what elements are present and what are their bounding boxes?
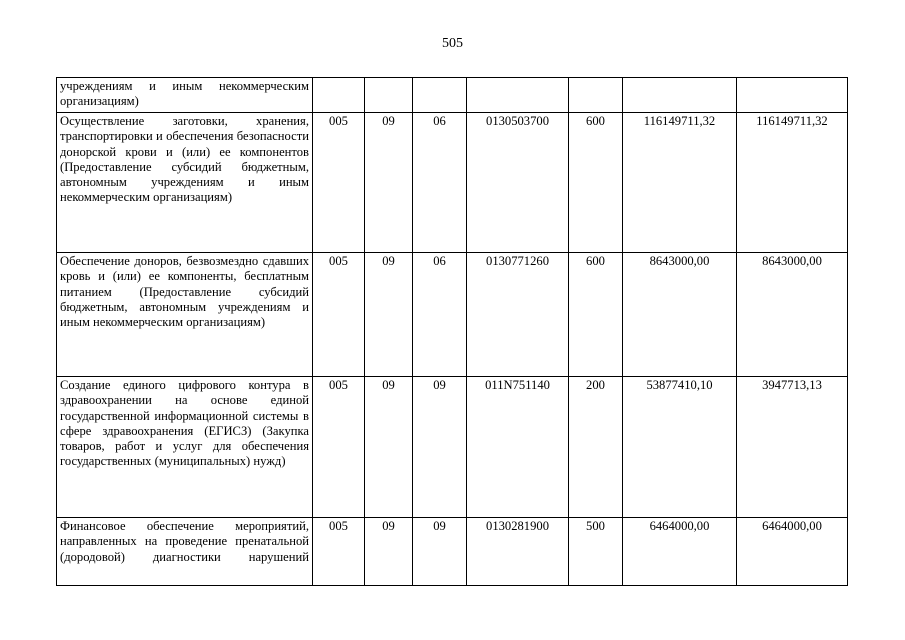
cell-csr bbox=[467, 78, 569, 113]
cell-gr: 005 bbox=[313, 377, 365, 518]
cell-csr: 0130281900 bbox=[467, 518, 569, 586]
table-row bbox=[57, 113, 848, 253]
cell-vr: 600 bbox=[569, 253, 623, 377]
cell-sum-1: 53877410,10 bbox=[623, 377, 737, 518]
cell-pr bbox=[413, 78, 467, 113]
cell-vr bbox=[569, 78, 623, 113]
page-number: 505 bbox=[442, 36, 463, 51]
cell-pr: 09 bbox=[413, 377, 467, 518]
cell-sum-1 bbox=[623, 78, 737, 113]
cell-csr: 0130771260 bbox=[467, 253, 569, 377]
cell-gr bbox=[313, 78, 365, 113]
cell-sum-2: 3947713,13 bbox=[737, 377, 848, 518]
cell-vr: 200 bbox=[569, 377, 623, 518]
cell-csr: 0130503700 bbox=[467, 113, 569, 253]
cell-csr: 011N751140 bbox=[467, 377, 569, 518]
cell-sum-2: 116149711,32 bbox=[737, 113, 848, 253]
cell-sum-2 bbox=[737, 78, 848, 113]
cell-rz: 09 bbox=[365, 518, 413, 586]
cell-rz: 09 bbox=[365, 377, 413, 518]
cell-gr: 005 bbox=[313, 113, 365, 253]
cell-gr: 005 bbox=[313, 253, 365, 377]
cell-rz: 09 bbox=[365, 113, 413, 253]
cell-pr: 09 bbox=[413, 518, 467, 586]
cell-sum-1: 116149711,32 bbox=[623, 113, 737, 253]
cell-rz bbox=[365, 78, 413, 113]
table-row bbox=[57, 78, 848, 113]
table-row bbox=[57, 253, 848, 377]
cell-sum-2: 6464000,00 bbox=[737, 518, 848, 586]
row-description: учреждениям и иным некоммерческим организациям) bbox=[57, 78, 313, 113]
cell-sum-1: 6464000,00 bbox=[623, 518, 737, 586]
cell-sum-2: 8643000,00 bbox=[737, 253, 848, 377]
cell-vr: 600 bbox=[569, 113, 623, 253]
row-description: Обеспечение доноров, безвозмездно сдавших кровь и (или) ее компоненты, бесплатным питанием (Предоставление субсидий бюджетным, автономным учреждениям и иным некоммерческим организациям) bbox=[57, 253, 313, 377]
cell-pr: 06 bbox=[413, 113, 467, 253]
cell-rz: 09 bbox=[365, 253, 413, 377]
cell-gr: 005 bbox=[313, 518, 365, 586]
cell-vr: 500 bbox=[569, 518, 623, 586]
row-description: Создание единого цифрового контура в здравоохранении на основе единой государственной информационной системы в сфере здравоохранения (ЕГИСЗ) (Закупка товаров, работ и услуг для обеспечения государственных (муниципальных) нужд) bbox=[57, 377, 313, 518]
cell-sum-1: 8643000,00 bbox=[623, 253, 737, 377]
row-description: Финансовое обеспечение мероприятий, направленных на проведение пренатальной (дородовой) диагностики нарушений bbox=[57, 518, 313, 586]
row-description: Осуществление заготовки, хранения, транспортировки и обеспечения безопасности донорской крови и (или) ее компонентов (Предоставление субсидий бюджетным, автономным учреждениям и иным некоммерческим организациям) bbox=[57, 113, 313, 253]
budget-table bbox=[56, 77, 848, 586]
table-row bbox=[57, 518, 848, 586]
table-row bbox=[57, 377, 848, 518]
cell-pr: 06 bbox=[413, 253, 467, 377]
